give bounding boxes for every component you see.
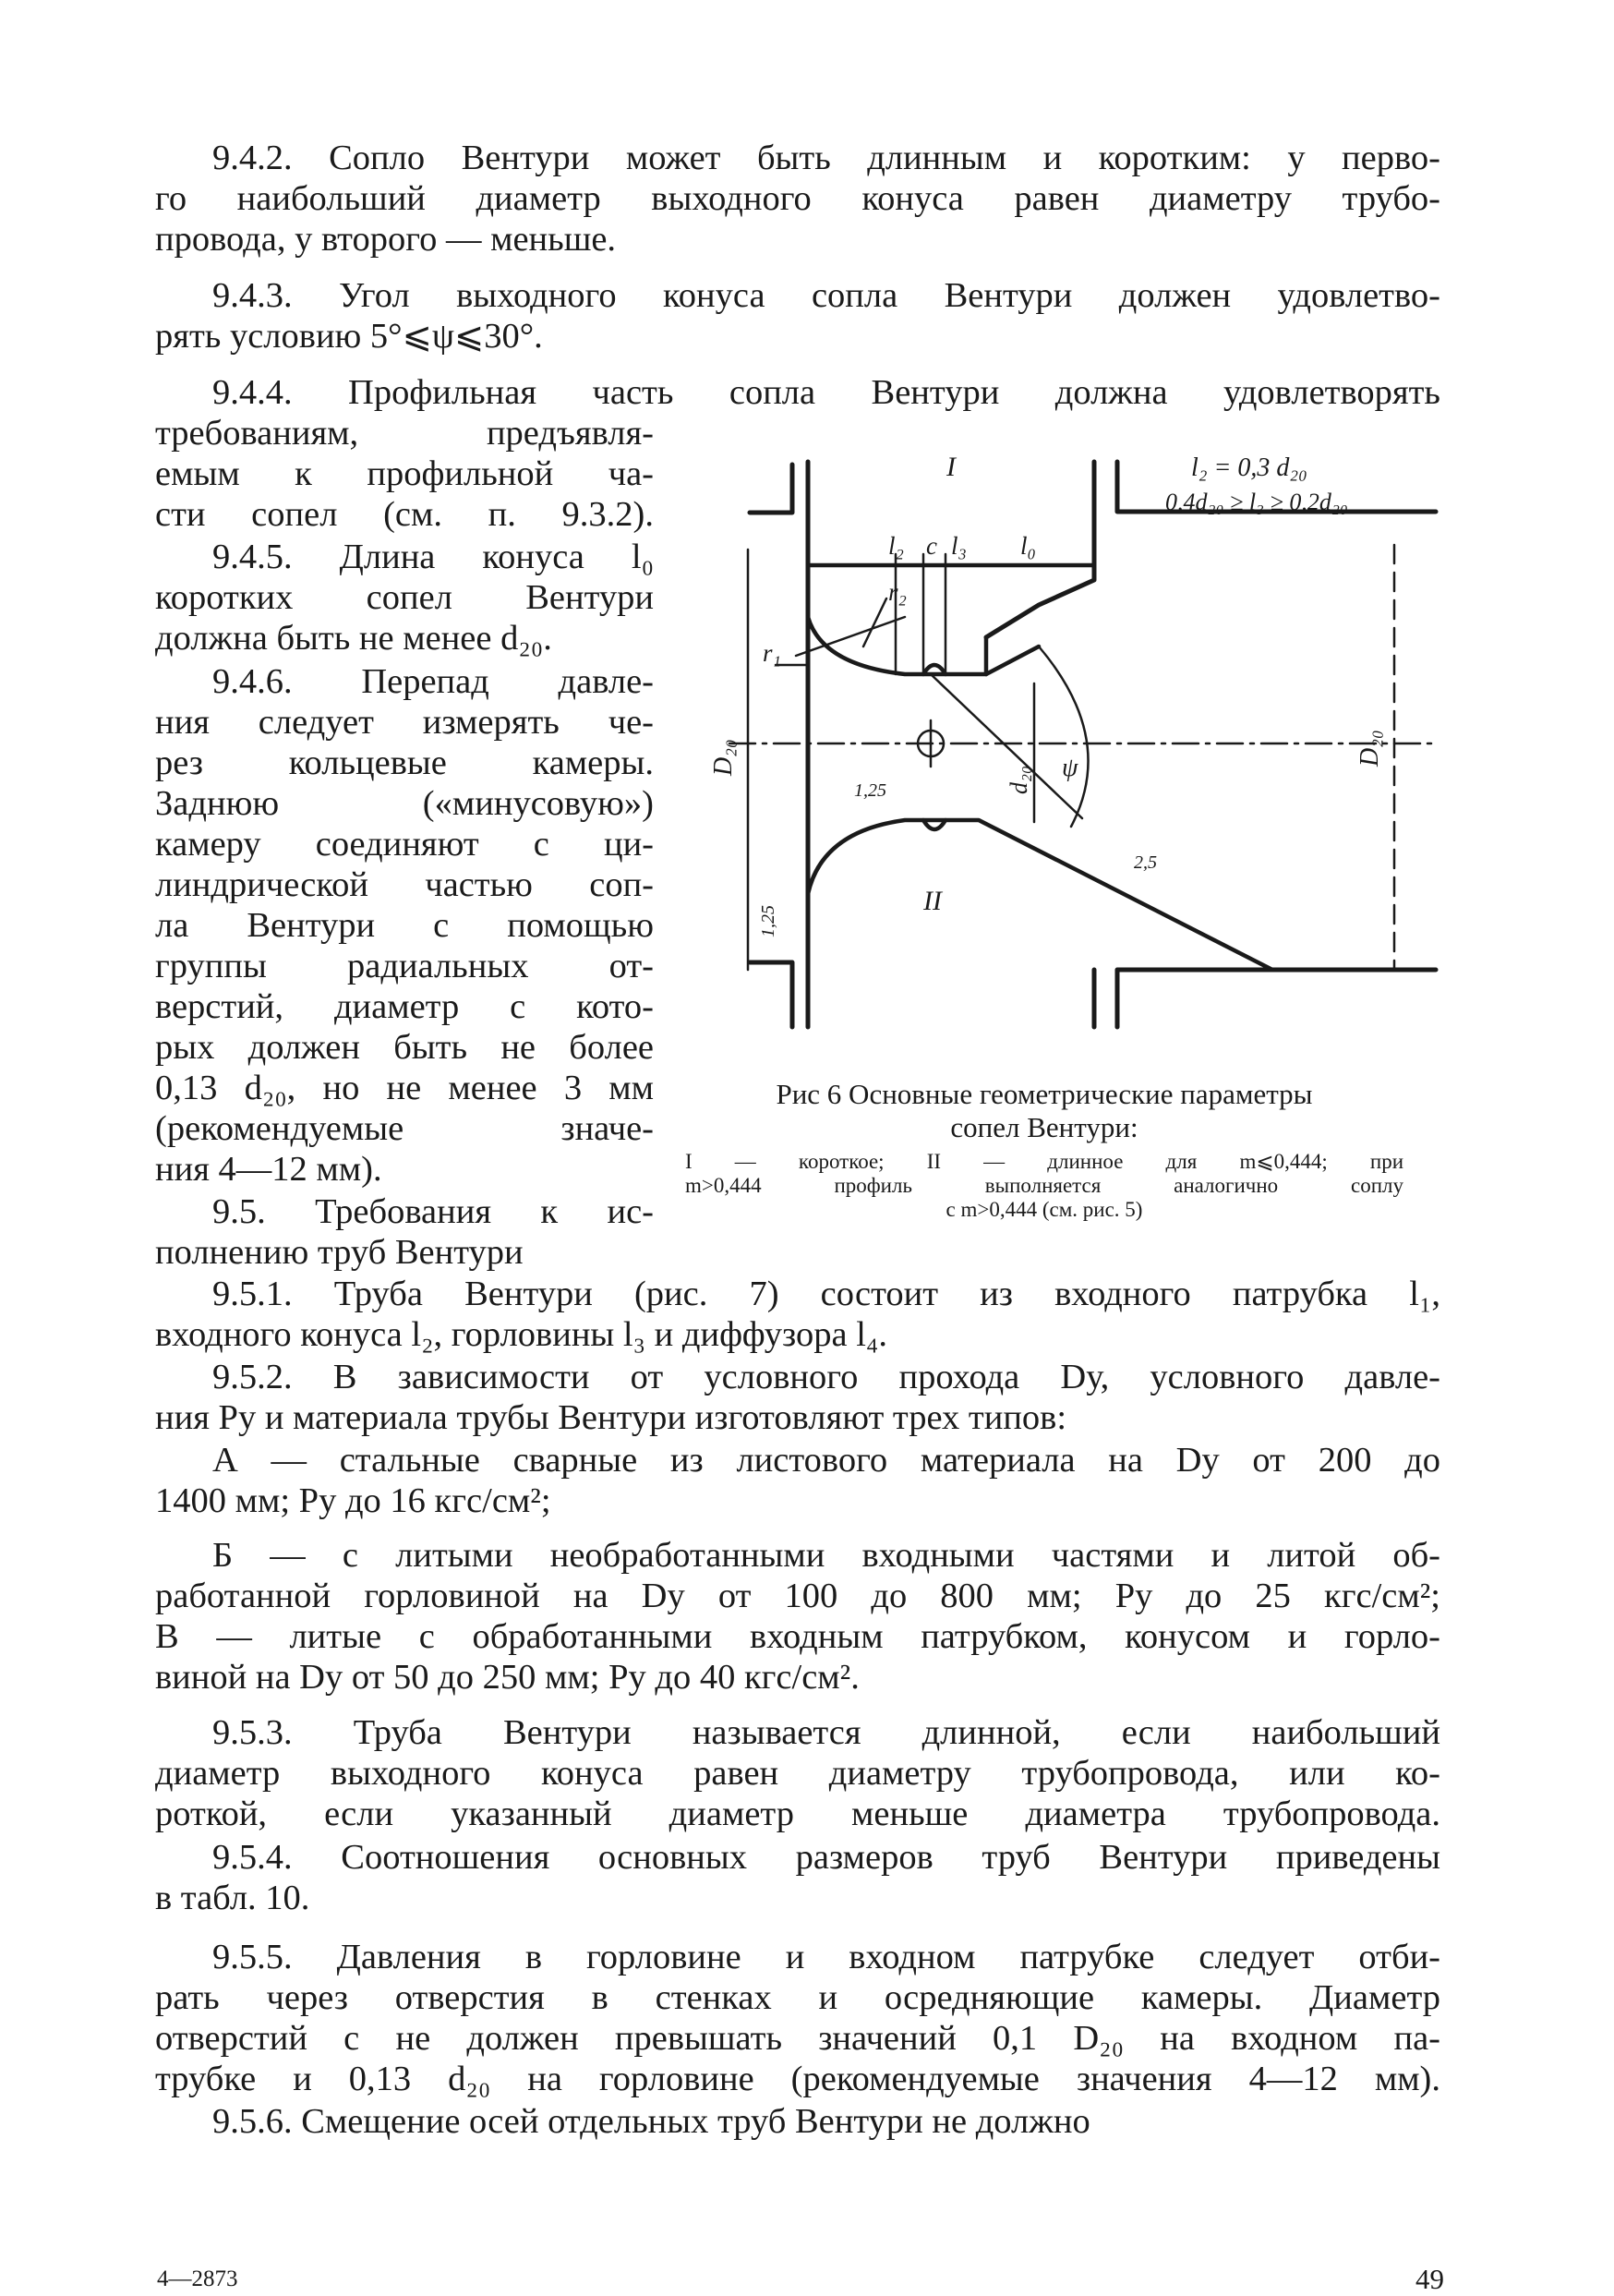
label-l3: l₃	[951, 532, 967, 560]
text-line: В — литые с обработанными входным патрубком, конусом и горло-	[155, 1617, 1440, 1656]
label-long-nozzle: II	[923, 886, 942, 916]
text-line: 9.4.5. Длина конуса l₀	[212, 538, 654, 576]
text-line: 9.4.2. Сопло Вентури может быть длинным и коротким: у перво-	[212, 139, 1440, 177]
text-line: 9.4.4. Профильная часть сопла Вентури должна удовлетворять	[212, 373, 1440, 412]
text-line: ния следует измерять че-	[155, 703, 654, 742]
text-line: 9.5.1. Труба Вентури (рис. 7) состоит из входного патрубка l₁,	[212, 1275, 1440, 1313]
section-heading: 9.5. Требования к ис-	[212, 1192, 654, 1231]
text-line: рез кольцевые камеры.	[155, 743, 654, 782]
text-line: в табл. 10.	[155, 1879, 310, 1917]
text-line: коротких сопел Вентури	[155, 578, 654, 617]
roughness-label: 2,5	[1134, 852, 1157, 873]
text-line: провода, у второго — меньше.	[155, 220, 617, 259]
label-psi: ψ	[1062, 754, 1078, 782]
text-line: ния Pу и материала трубы Вентури изготовляют трех типов:	[155, 1398, 1067, 1437]
text-line: 9.4.3. Угол выходного конуса сопла Вентури должен удовлетво-	[212, 276, 1440, 315]
figure-caption: Рис 6 Основные геометрические параметры	[776, 1078, 1313, 1110]
text-line: работанной горловиной на Dу от 100 до 800 мм; Pу до 25 кгс/см²;	[155, 1577, 1440, 1615]
text-line: сти сопел (см. п. 9.3.2).	[155, 495, 654, 534]
label-D20-right: D₂₀	[1355, 730, 1384, 767]
text-line: рых должен быть не более	[155, 1028, 654, 1067]
text-line: роткой, если указанный диаметр меньше диаметра трубопровода.	[155, 1795, 1440, 1833]
text-line: отверстий с не должен превышать значений 0,1 D₂₀ на входном па-	[155, 2019, 1440, 2058]
text-line: ла Вентури с помощью	[155, 906, 654, 945]
text-line: ния 4—12 мм).	[155, 1150, 382, 1189]
footer-code: 4—2873	[157, 2266, 238, 2291]
roughness-label: 1,25	[758, 905, 778, 937]
dimension-lines	[729, 545, 1436, 970]
text-line: 9.5.2. В зависимости от условного прохода Dу, условного давле-	[212, 1358, 1440, 1396]
figure-labels	[709, 452, 1384, 937]
text-line: 9.5.3. Труба Вентури называется длинной, если наибольший	[212, 1713, 1440, 1752]
text-line: емым к профильной ча-	[155, 454, 654, 493]
text-line: группы радиальных от-	[155, 947, 654, 985]
text-line: трубке и 0,13 d₂₀ на горловине (рекомендуемые значения 4—12 мм).	[155, 2060, 1440, 2098]
figure-legend: m>0,444 профиль выполняется аналогично соплу	[685, 1174, 1403, 1197]
text-line: 9.4.6. Перепад давле-	[212, 662, 654, 701]
text-line: верстий, диаметр с кото-	[155, 987, 654, 1026]
figure-legend: с m>0,444 (см. рис. 5)	[946, 1198, 1143, 1221]
text-line: диаметр выходного конуса равен диаметру трубопровода, или ко-	[155, 1754, 1440, 1793]
text-line: входного конуса l₂, горловины l₃ и диффузора l₄.	[155, 1315, 887, 1354]
label-l0: l₀	[1020, 532, 1036, 560]
label-r2: r₂	[888, 578, 907, 606]
text-line: 9.5.6. Смещение осей отдельных труб Вентури не должно	[212, 2102, 1090, 2141]
section-heading: полнению труб Вентури	[155, 1233, 524, 1272]
label-short-nozzle: I	[946, 452, 956, 482]
label-D20-left: D₂₀	[709, 739, 738, 776]
text-line: го наибольший диаметр выходного конуса равен диаметру трубо-	[155, 179, 1440, 218]
text-line: камеру соединяют с ци-	[155, 825, 654, 864]
figure-legend: I — короткое; II — длинное для m⩽0,444; при	[685, 1150, 1403, 1173]
text-line: 0,13 d₂₀, но не менее 3 мм	[155, 1069, 654, 1107]
text-line: Б — с литыми необработанными входными частями и литой об-	[212, 1536, 1440, 1575]
text-line: рать через отверстия в стенках и осредняющие камеры. Диаметр	[155, 1978, 1440, 2017]
text-line: должна быть не менее d₂₀.	[155, 619, 552, 658]
text-line: Заднюю («минусовую»)	[155, 784, 654, 823]
formula-l3: 0,4d₂₀ ≥ l₃ ≥ 0,2d₂₀	[1165, 489, 1348, 515]
text-line: (рекомендуемые значе-	[155, 1109, 654, 1148]
text-line: рять условию 5°⩽ψ⩽30°.	[155, 317, 543, 356]
text-line: 9.5.4. Соотношения основных размеров труб Вентури приведены	[212, 1838, 1440, 1877]
label-l2: l₂	[888, 532, 904, 560]
text-line: требованиям, предъявля-	[155, 414, 654, 453]
text-line: 9.5.5. Давления в горловине и входном патрубке следует отби-	[212, 1938, 1440, 1976]
formula-l2: l₂ = 0,3 d₂₀	[1191, 453, 1307, 482]
text-line: А — стальные сварные из листового материала на Dу от 200 до	[212, 1441, 1440, 1480]
label-c: c	[926, 532, 937, 560]
text-line: виной на Dу от 50 до 250 мм; Pу до 40 кгс/см².	[155, 1658, 860, 1697]
text-line: 1400 мм; Pу до 16 кгс/см²;	[155, 1481, 551, 1520]
label-r1: r₁	[763, 639, 781, 667]
page-number: 49	[1415, 2263, 1444, 2295]
figure-caption: сопел Вентури:	[950, 1111, 1138, 1143]
label-d20: d₂₀	[1006, 765, 1032, 794]
roughness-label: 1,25	[854, 780, 886, 801]
text-line: линдрической частью соп-	[155, 865, 654, 904]
